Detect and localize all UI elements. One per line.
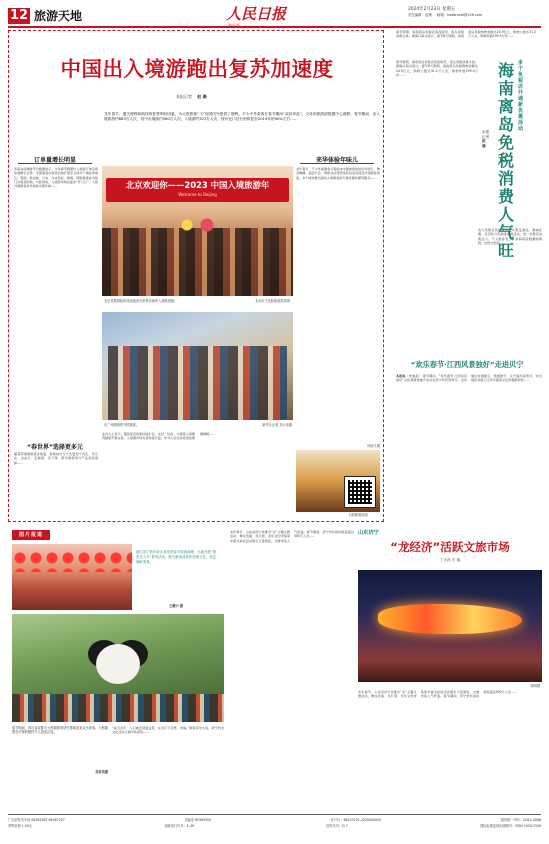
footer-item: 国内统一刊号：CN11-0068 [500, 818, 541, 822]
jining-headline: “龙经济”活跃文旅市场 [390, 540, 510, 554]
header-rule [8, 26, 541, 28]
hainan-headline: 海南离岛免税消费人气旺 [498, 61, 515, 260]
photo-report-label [12, 530, 50, 540]
qr-caption: 扫码观看视频 [348, 513, 368, 517]
page-number-block [8, 8, 30, 24]
lead-byline [176, 94, 207, 100]
page-number: 12 [9, 8, 29, 23]
hainan-kicker: 多个免税店开通新优惠活动 [518, 60, 524, 132]
photo-ningbo [12, 544, 132, 610]
banner-text: 北京欢迎你——2023 中国入境旅游年 [125, 180, 270, 190]
jining-region: 山东济宁 [358, 530, 379, 536]
welcome-banner [106, 178, 289, 202]
subhead-diverse: “春世界”选择更多元 [27, 444, 83, 451]
photo-report-text: 图片报道 [18, 532, 43, 538]
jining-photo-credit: 杨明摄 [530, 684, 540, 688]
benin-headline: “欢乐春节·江西风景独好”走进贝宁 [410, 360, 524, 369]
visitors [12, 694, 224, 722]
photo-panda [12, 614, 224, 722]
issue-date: 2024年2月23日 星期五 [408, 7, 456, 12]
section-orders-body: 多家在线旅游平台数据显示，今年春节假期出入境游订单呈现快速增长态势。中国游客出境目的地扩展至全球多个国家和地区，泰国、新加坡、日本、马来西亚、韩国、阿联酋等成为热门出境目的地。与此同时，入境游市场也迎来“开门红”，大批外国游客来华体验中国年味…… [14, 167, 98, 189]
flowers [172, 214, 222, 236]
section-inbound-lower-body: 业内人士表示，随着免签政策持续扩容，支付、住宿、交通等入境便利措施不断完善，入境游市场有望持续升温，中外人员往来将更加便捷顺畅…… [102, 432, 216, 441]
byline-role: 本报记者 [176, 94, 192, 99]
photo-beijing-welcome [102, 166, 293, 296]
panda-credit-visible: 吴苗苗摄 [95, 770, 108, 774]
photo-credit-sanya: 杨冠宇摄 [367, 444, 380, 448]
photo-jining-dragon [358, 570, 542, 682]
subhead-rule-2 [300, 163, 374, 164]
subhead-newyear: 来华体验年味儿 [315, 157, 358, 164]
bottom-middle-body: 龙年春节，山东省济宁市推出“龙”主题文旅活动，舞龙表演、龙灯展、龙年文创市集等丰富多彩的活动吸引大量游客，文旅市场人气旺盛。春节期间，济宁市共接待游客超过500万人次…… [230, 530, 354, 543]
ningbo-side-text: “每当龙年，人们就会回到这里，在龙灯下许愿、祈福。”游客李先生说，济宁的龙文化活动让他印象深刻…… [112, 726, 224, 735]
hainan-body-right: 各大免税店纷纷推出龙年限定商品、满减优惠、会员积分兑换等促销活动，进一步激发消费活力。不少游客表示，来海南度假兼顾购物，性价比很高…… [478, 228, 542, 245]
section-name: 旅游天地 [34, 9, 83, 23]
subhead-orders: 订单量增长明显 [33, 157, 76, 164]
footer-item: 国外代号：D 7 [326, 824, 348, 828]
footer-item: 国际标准连续出版物号：ISSN 1000-7326 [480, 824, 541, 828]
benin-byline-role: 本报电 [396, 374, 406, 378]
photo-caption-beijing: 北京首都国际机场迎接来自世界各地的入境旅游团。 [104, 299, 178, 303]
masthead [226, 4, 298, 26]
qr-code[interactable] [344, 476, 376, 508]
hainan-body-left: 春节假期，海南离岛免税店客流如织，离岛免税消费火热。据海口海关统计，春节8天假期，海南离岛免税购物金额达24.9亿元，购物人数达31.2万人次，购物件数199.3万件…… [396, 60, 478, 77]
footer-rule [8, 814, 541, 815]
hainan-byline-name: 赵 珊 [482, 139, 486, 148]
lead-summary: 龙年春节，通关便利和航线恢复等利好因素，为大批旅客“飞”向国内外提供了便利，不少中外游客在春节期间“双向奔赴”。文化和旅游部数据中心测算，春节期间，出入境旅游约683万人次，其中出境游约360万人次，入境游约323万人次，按可比口径分别恢复至2019年的90%左右…… [104, 112, 380, 121]
footer-item: 零售价格 1.50元 [8, 824, 33, 828]
hainan-byline-role: 本报记者 [482, 130, 490, 139]
benin-body [396, 374, 542, 520]
masthead-title: 人民日报 [226, 5, 287, 23]
photo-credit-guangzhou: 新华社记者 刘大伟摄 [262, 423, 292, 427]
photo-caption-guangzhou: 在广州旅游的外国游客。 [104, 423, 140, 427]
banner-subtext: Welcome to Beijing [178, 192, 217, 197]
photo-credit-beijing: 北京市文化和旅游局供图 [254, 299, 290, 303]
hainan-byline [482, 130, 490, 148]
footer [8, 817, 541, 822]
footer-item: 总编室 65369300 [184, 818, 212, 822]
dragon-lantern [378, 604, 522, 634]
benin-byline-name: （朱建美） [405, 374, 422, 378]
crowd [102, 228, 293, 296]
email: 邮箱：hwbtravel@126.com [436, 13, 483, 17]
lead-headline: 中国出入境游跑出复苏加速度 [60, 57, 334, 81]
footer-2 [8, 823, 541, 828]
jining-body: 龙年春节，山东省济宁市推出“龙”主题文旅活动，舞龙表演、龙灯展、龙年文创市集等丰富多彩的活动吸引大量游客，文旅市场人气旺盛。春节期间，济宁市共接待游客超过500万人次…… [358, 690, 518, 699]
byline-name: 赵 珊 [197, 94, 207, 99]
header-info [408, 7, 543, 18]
ningbo-credit: 王殿中 摄 [169, 604, 183, 608]
footer-item: 开户行：66103101-2020000000 [330, 818, 382, 822]
tourist-group [108, 346, 287, 420]
editor: 责任编辑：赵珊 [408, 13, 432, 17]
panda-caption: 春节期间，四川省成都市大熊猫繁育研究基地迎来众多游客，大熊猫憨态可掬的模样令人流连忘返。 [12, 726, 108, 735]
ningbo-caption: 浙江省宁波市象山县迎来春节旅游高峰，当地开展“渔家过大年”系列活动，吸引游客前来体验渔文化，品尝海鲜美食。 [136, 550, 216, 564]
hainan-body-top: 春节假期，海南离岛免税店客流如织，离岛免税消费火热。据海口海关统计，春节8天假期，海南离岛免税购物金额达24.9亿元，购物人数达31.2万人次，购物件数199.3万件…… [396, 30, 536, 39]
benin-body-text: 春节期间，“欢乐春节·江西风景独好”文化和旅游推介活动在贝宁科托努举行。活动通过非遗展示、旅游推介、文艺演出等形式，向当地民众展示江西丰富的文化和旅游资源…… [396, 374, 542, 383]
footer-item: 广告部发布专线 65363567 66367257 [8, 818, 65, 822]
jining-byline: 丁永昌 乡 瑞 [439, 558, 461, 562]
section-diverse-body: 随着跨境旅游逐步恢复，游客的出行方式更加个性化、多元化。自由行、定制游、亲子游、研学游等细分产品受到追捧…… [14, 452, 98, 465]
subhead-rule [18, 163, 92, 164]
footer-item: 邮政发行代号：1-49 [164, 824, 194, 828]
photo-guangzhou-tourists [102, 312, 293, 420]
panda [96, 644, 140, 684]
lanterns [12, 550, 132, 572]
photo-sanya [296, 450, 380, 512]
section-newyear-body: 龙年春节，不少外国游客专程前来中国体验浓浓的年味儿。舞龙舞狮、庙会灯会、剪纸书法等传统民俗活动深受外国游客欢迎。多个城市推出面向入境游客的专属优惠和便利服务…… [296, 167, 380, 180]
